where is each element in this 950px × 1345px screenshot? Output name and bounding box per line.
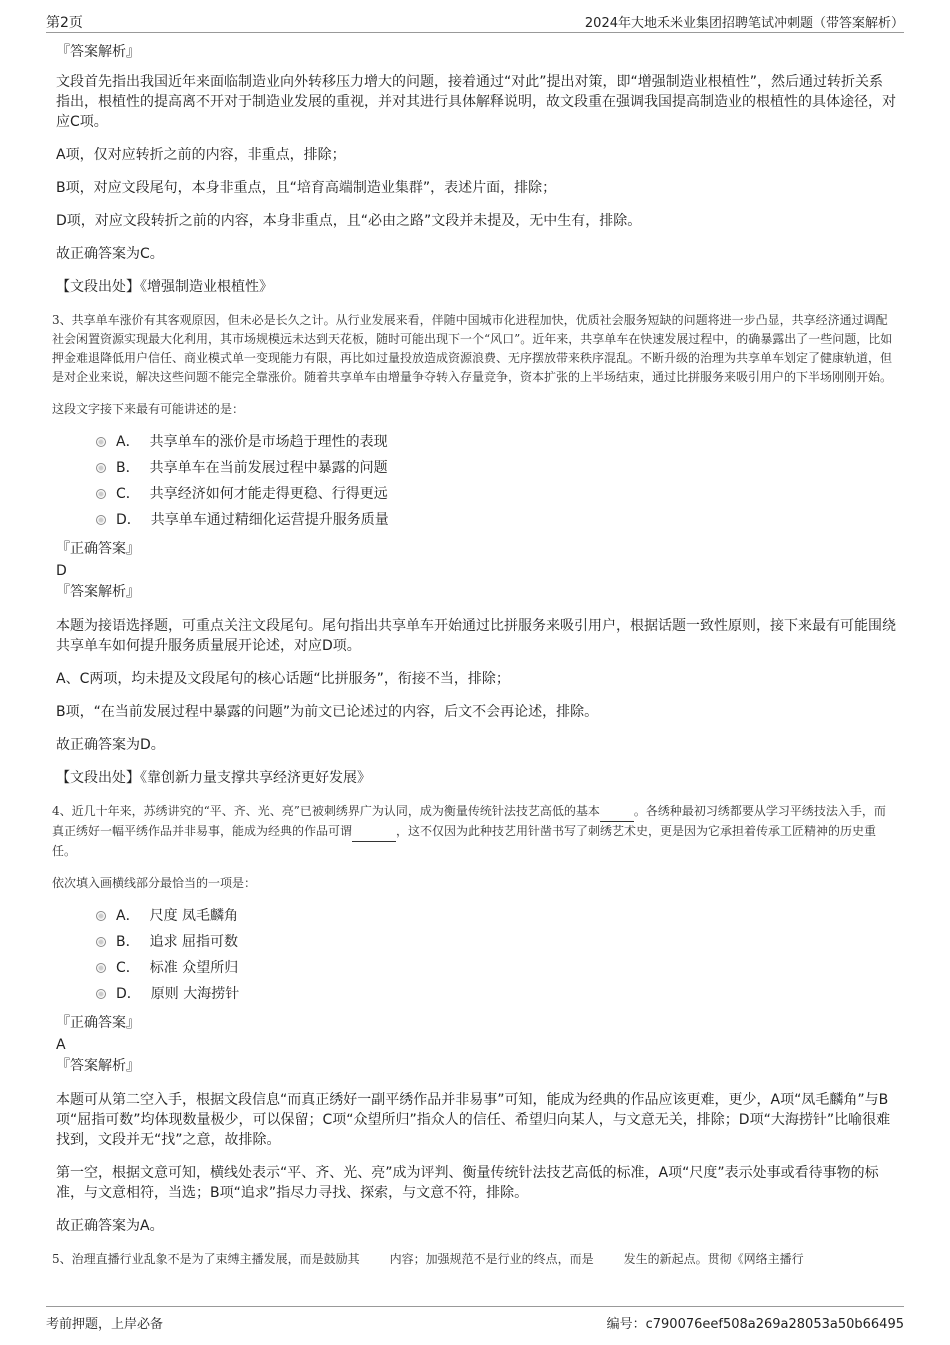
answer-label: 『正确答案』: [56, 1015, 140, 1031]
fill-blank: [600, 802, 634, 822]
analysis-paragraph: D项，对应文段转折之前的内容，本身非重点，且“必由之路”文段并未提及，无中生有，排除。: [56, 213, 642, 229]
option-a[interactable]: [96, 903, 896, 929]
option-a[interactable]: [96, 429, 896, 455]
option-text: 共享单车通过精细化运营提升服务质量: [150, 512, 389, 528]
analysis-label: 『答案解析』: [56, 1058, 140, 1074]
page-footer: [46, 1306, 904, 1332]
analysis-label: 『答案解析』: [56, 584, 140, 600]
analysis-paragraph: 本题可从第二空入手，根据文段信息“而真正绣好一副平绣作品并非易事”可知，能成为经典的作品应该更难，更少，A项“凤毛麟角”与B项“屈指可数”均体现数量极少，可以保留；C项“众望所归”指众人的信任、希望归向某人，与文意无关，排除；D项“大海捞针”比喻很难找到，文段并无“找”之意，故排除。: [56, 1092, 891, 1148]
footer-slogan: 考前押题，上岸必备: [46, 1317, 164, 1332]
option-letter: D．: [116, 512, 141, 528]
document-id: 编号：c790076eef508a269a28053a50b66495: [606, 1317, 904, 1332]
radio-icon[interactable]: [96, 911, 106, 921]
stem-text: 5、治理直播行业乱象不是为了束缚主播发展，而是鼓励其: [52, 1252, 360, 1266]
question-prompt: 依次填入画横线部分最恰当的一项是：: [52, 876, 257, 890]
radio-icon[interactable]: [96, 937, 106, 947]
analysis-paragraph: A项，仅对应转折之前的内容，非重点，排除；: [56, 147, 346, 163]
option-b[interactable]: [96, 455, 896, 481]
stem-text: ，这不仅因为此种技艺用针凿书写了刺绣艺术史，更是因为它承担着传承工匠精神的历史重任。: [52, 824, 877, 858]
analysis-paragraph: A、C两项，均未提及文段尾句的核心话题“比拼服务”，衔接不当，排除；: [56, 671, 510, 687]
stem-text: 4、近几十年来，苏绣讲究的“平、齐、光、亮”已被刺绣界广为认同，成为衡量传统针法技艺高低的基本: [52, 804, 600, 818]
correct-answer: A: [56, 1037, 66, 1053]
answer-label: 『正确答案』: [56, 541, 140, 557]
analysis-paragraph: 文段首先指出我国近年来面临制造业向外转移压力增大的问题，接着通过“对此”提出对策，即“增强制造业根植性”，然后通过转折关系指出，根植性的提高离不开对于制造业发展的重视，并对其进行具体解释说明，故文段重在强调我国提高制造业的根植性的具体途径，对应C项。: [56, 74, 896, 130]
option-list: [96, 429, 896, 533]
question-prompt: 这段文字接下来最有可能讲述的是：: [52, 402, 245, 416]
radio-icon[interactable]: [96, 989, 106, 999]
analysis-paragraph: 故正确答案为D。: [56, 737, 165, 753]
source-citation: 【文段出处】《靠创新力量支撑共享经济更好发展》: [56, 770, 371, 786]
option-d[interactable]: [96, 507, 896, 533]
option-text: 共享单车在当前发展过程中暴露的问题: [149, 460, 388, 476]
radio-icon[interactable]: [96, 489, 106, 499]
option-letter: B．: [116, 460, 140, 476]
option-text: 共享经济如何才能走得更稳、行得更远: [149, 486, 388, 502]
analysis-paragraph: 故正确答案为C。: [56, 246, 164, 262]
document-title: 2024年大地禾米业集团招聘笔试冲刺题（带答案解析）: [584, 16, 904, 31]
page-number: 第2页: [46, 15, 83, 31]
fill-blank: [352, 822, 396, 842]
option-text: 共享单车的涨价是市场趋于理性的表现: [149, 434, 388, 450]
radio-icon[interactable]: [96, 963, 106, 973]
option-letter: A．: [116, 434, 140, 450]
radio-icon[interactable]: [96, 463, 106, 473]
option-letter: A．: [116, 908, 140, 924]
option-c[interactable]: [96, 955, 896, 981]
question-stem: [52, 1249, 896, 1269]
option-b[interactable]: [96, 929, 896, 955]
correct-answer: D: [56, 563, 67, 579]
main-content: [52, 42, 896, 1269]
page-header: [46, 10, 904, 33]
option-list: [96, 903, 896, 1007]
option-letter: C．: [116, 960, 140, 976]
option-text: 尺度 凤毛麟角: [149, 908, 239, 924]
radio-icon[interactable]: [96, 437, 106, 447]
question-stem: [52, 802, 896, 861]
stem-text: 内容；加强规范不是行业的终点，而是: [389, 1252, 594, 1266]
radio-icon[interactable]: [96, 515, 106, 525]
option-letter: D．: [116, 986, 141, 1002]
stem-text: 发生的新起点。贯彻《网络主播行: [623, 1252, 804, 1266]
option-c[interactable]: [96, 481, 896, 507]
option-text: 原则 大海捞针: [150, 986, 240, 1002]
option-letter: B．: [116, 934, 140, 950]
option-text: 标准 众望所归: [149, 960, 239, 976]
source-citation: 【文段出处】《增强制造业根植性》: [56, 279, 273, 295]
analysis-label: 『答案解析』: [56, 44, 140, 60]
option-d[interactable]: [96, 981, 896, 1007]
option-text: 追求 屈指可数: [149, 934, 239, 950]
stem-text: 。各绣种最初习绣都要从学习平绣技法入手，而真正绣好一幅平绣作品并非易事，能成为经典的作品可谓: [52, 804, 886, 838]
analysis-paragraph: B项，对应文段尾句，本身非重点，且“培育高端制造业集群”，表述片面，排除；: [56, 180, 557, 196]
analysis-paragraph: 故正确答案为A。: [56, 1218, 164, 1234]
analysis-paragraph: 本题为接语选择题，可重点关注文段尾句。尾句指出共享单车开始通过比拼服务来吸引用户，根据话题一致性原则，接下来最有可能围绕共享单车如何提升服务质量展开论述，对应D项。: [56, 618, 896, 654]
analysis-paragraph: 第一空，根据文意可知，横线处表示“平、齐、光、亮”成为评判、衡量传统针法技艺高低的标准，A项“尺度”表示处事或看待事物的标准，与文意相符，当选；B项“追求”指尽力寻找、探索，与文意不符，排除。: [56, 1165, 879, 1201]
option-letter: C．: [116, 486, 140, 502]
analysis-paragraph: B项，“在当前发展过程中暴露的问题”为前文已论述过的内容，后文不会再论述，排除。: [56, 704, 599, 720]
question-stem: 3、共享单车涨价有其客观原因，但未必是长久之计。从行业发展来看，伴随中国城市化进程加快，优质社会服务短缺的问题将进一步凸显，共享经济通过调配社会闲置资源实现最大化利用，其市场规模远未达到天花板，随时可能出现下一个“风口”。近年来，共享单车在快速发展过程中，的确暴露出了一些问题，比如押金难退降低用户信任、商业模式单一变现能力有限，再比如过量投放造成资源浪费、无序摆放带来秩序混乱。不断升级的治理为共享单车划定了健康轨道，但是对企业来说，解决这些问题不能完全靠涨价。随着共享单车由增量争夺转入存量竞争，资本扩张的上半场结束，通过比拼服务来吸引用户的下半场刚刚开始。: [52, 313, 893, 384]
